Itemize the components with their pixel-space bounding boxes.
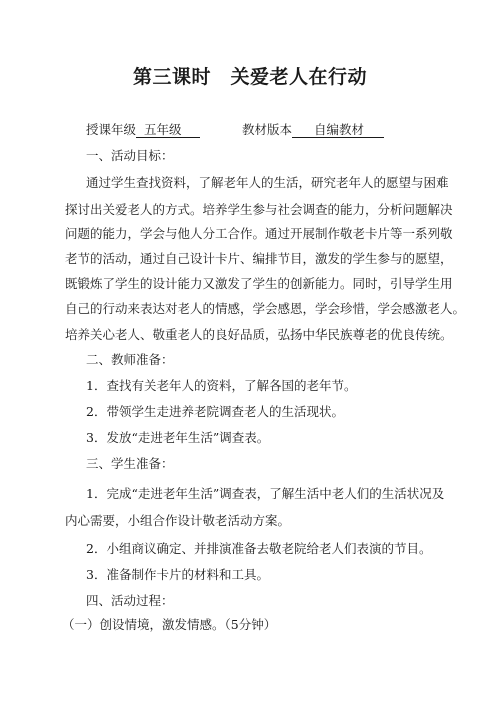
teacher-prep-item: 1．查找有关老年人的资料，了解各国的老年节。 <box>86 378 357 393</box>
objectives-heading: 一、活动目标： <box>86 148 174 163</box>
student-prep-item: 1．完成“走进老年生活”调查表，了解生活中老人们的生活状况及 <box>86 486 445 501</box>
process-heading: 四、活动过程： <box>86 593 174 608</box>
textbook-label: 教材版本 <box>241 122 292 137</box>
course-meta-row <box>86 122 384 138</box>
objectives-line: 培养关心老人、敬重老人的良好品质，弘扬中华民族尊老的优良传统。 <box>65 327 453 342</box>
student-prep-item: 2．小组商议确定、并排演准备去敬老院给老人们表演的节目。 <box>86 541 432 556</box>
objectives-line: 通过学生查找资料，了解老年人的生活，研究老年人的愿望与困难 <box>86 175 449 190</box>
objectives-line: 自己的行动来表达对老人的情感，学会感恩，学会珍惜，学会感激老人。 <box>65 301 466 316</box>
teacher-prep-item: 3．发放“走进老年生活”调查表。 <box>86 430 270 445</box>
objectives-line: 老节的活动，通过自己设计卡片、编排节目，激发的学生参与的愿望， <box>65 251 453 266</box>
objectives-line: 探讨出关爱老人的方式。培养学生参与社会调查的能力，分析问题解决 <box>65 202 453 217</box>
page-title: 第三课时 关爱老人在行动 <box>132 66 367 88</box>
textbook-value: 自编教材 <box>292 122 384 138</box>
teacher-prep-heading: 二、教师准备： <box>86 352 174 367</box>
objectives-line: 问题的能力，学会与他人分工合作。通过开展制作敬老卡片等一系列敬 <box>65 226 453 241</box>
grade-value: 五年级 <box>136 122 200 138</box>
process-step: （一）创设情境，激发情感。（5分钟） <box>62 617 277 632</box>
student-prep-item-continued: 内心需要，小组合作设计敬老活动方案。 <box>65 513 291 528</box>
student-prep-heading: 三、学生准备： <box>86 456 174 471</box>
teacher-prep-item: 2．带领学生走进养老院调查老人的生活现状。 <box>86 404 344 419</box>
objectives-line: 既锻炼了学生的设计能力又激发了学生的创新能力。同时，引导学生用 <box>65 276 453 291</box>
student-prep-item: 3．准备制作卡片的材料和工具。 <box>86 567 269 582</box>
grade-label: 授课年级 <box>86 122 137 137</box>
